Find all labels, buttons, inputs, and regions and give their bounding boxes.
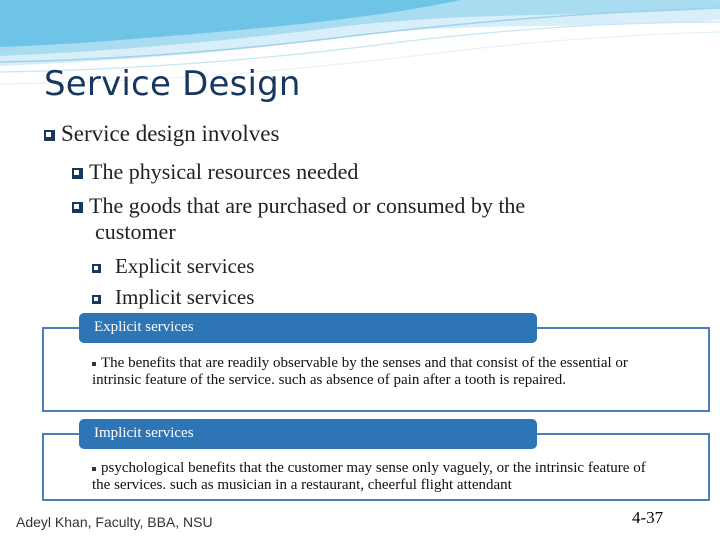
- description-text: psychological benefits that the customer may sense only vaguely, or the intrinsic feature of the services. such as musician in a restaurant, cheerful flight attendant: [92, 460, 646, 493]
- checkbox-bullet-icon: [72, 168, 83, 179]
- small-square-bullet-icon: [92, 264, 101, 273]
- service-type-explicit: [92, 253, 254, 279]
- description-text: The benefits that are readily observable by the senses and that consist of the essential or intrinsic feature of the service. such as absence of pain after a tooth is repaired.: [92, 355, 628, 388]
- bullet-dot-icon: [92, 362, 96, 366]
- small-square-bullet-icon: [92, 295, 101, 304]
- explicit-services-description: [92, 355, 652, 389]
- explicit-services-header: Explicit services: [79, 313, 537, 343]
- slide-title: Service Design: [44, 64, 301, 104]
- footer-author: Adeyl Khan, Faculty, BBA, NSU: [16, 514, 213, 530]
- sub-bullet-goods: [72, 193, 525, 245]
- implicit-services-description: [92, 460, 652, 494]
- service-type-text: Implicit services: [115, 285, 255, 309]
- checkbox-bullet-icon: [72, 202, 83, 213]
- bullet-dot-icon: [92, 467, 96, 471]
- checkbox-bullet-icon: [44, 130, 55, 141]
- implicit-services-header: Implicit services: [79, 419, 537, 449]
- main-bullet: [44, 121, 279, 147]
- service-type-implicit: [92, 284, 254, 310]
- page-number: 4-37: [632, 508, 664, 527]
- main-bullet-text: Service design involves: [61, 121, 280, 146]
- sub-bullet-text: The physical resources needed: [89, 159, 359, 184]
- sub-bullet-text: The goods that are purchased or consumed by the: [89, 193, 526, 218]
- service-type-text: Explicit services: [115, 254, 255, 278]
- sub-bullet-physical-resources: [72, 159, 358, 185]
- sub-bullet-text-continued: customer: [95, 219, 176, 244]
